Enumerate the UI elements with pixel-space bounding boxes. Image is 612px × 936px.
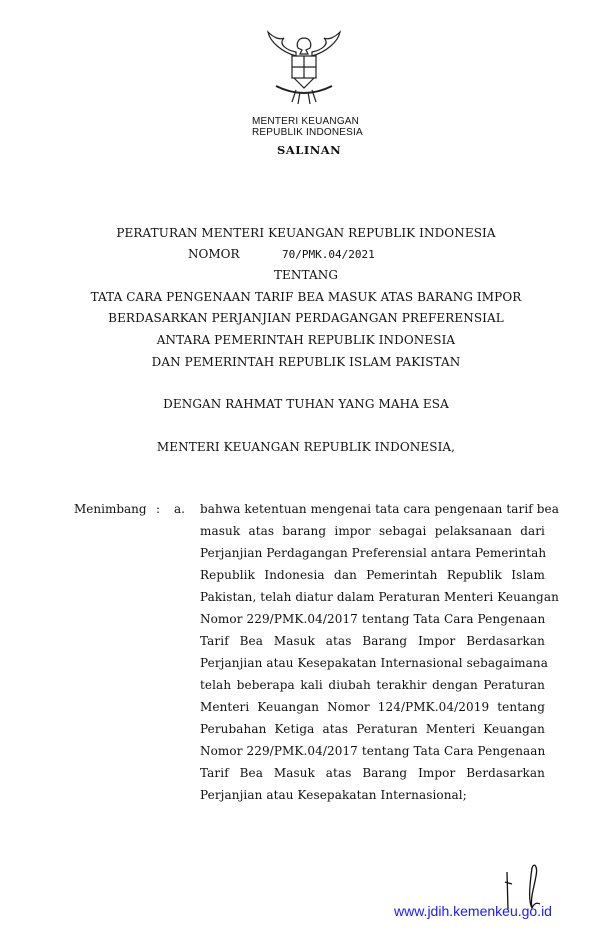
item-letter: a. [174,502,185,516]
republic-name: REPUBLIK INDONESIA [252,127,363,138]
garuda-emblem [262,28,346,108]
body-line: Nomor 229/PMK.04/2017 tentang Tata Cara Pengenaan [200,612,546,626]
subject-line: BERDASARKAN PERJANJIAN PERDAGANGAN PREFERENSIAL [108,311,504,325]
body-line: Menteri Keuangan Nomor 124/PMK.04/2019 tentang [200,700,545,714]
considering-colon: : [156,502,161,516]
body-line: Perjanjian atau Kesepakatan Internasional; [200,788,467,802]
body-line: Republik Indonesia dan Pemerintah Republik Islam [200,568,545,582]
subject-line: ANTARA PEMERINTAH REPUBLIK INDONESIA [156,333,456,347]
number-label: NOMOR [188,247,240,261]
subject-line: DAN PEMERINTAH REPUBLIK ISLAM PAKISTAN [151,355,461,369]
body-line: Tarif Bea Masuk atas Barang Impor Berdasarkan [200,766,545,780]
considering-label: Menimbang [74,502,147,516]
body-line: Nomor 229/PMK.04/2017 tentang Tata Cara Pengenaan [200,744,546,758]
number-value: 70/PMK.04/2021 [282,248,375,261]
body-line: Tarif Bea Masuk atas Barang Impor Berdasarkan [200,634,545,648]
body-line: telah beberapa kali diubah terakhir dengan Peraturan [200,678,545,692]
ministry-name: MENTERI KEUANGAN [252,116,360,127]
jdih-website-link[interactable]: www.jdih.kemenkeu.go.id [394,903,552,919]
body-line: masuk atas barang impor sebagai pelaksanaan dari [200,524,545,538]
subject-line: TATA CARA PENGENAAN TARIF BEA MASUK ATAS BARANG IMPOR [90,290,522,304]
body-line: Perubahan Ketiga atas Peraturan Menteri Keuangan [200,722,545,736]
issuer: MENTERI KEUANGAN REPUBLIK INDONESIA, [156,440,456,454]
body-line: bahwa ketentuan mengenai tata cara pengenaan tarif bea [200,502,559,516]
regulation-title: PERATURAN MENTERI KEUANGAN REPUBLIK INDONESIA [116,226,496,240]
about-label: TENTANG [273,268,339,282]
body-line: Perjanjian atau Kesepakatan Internasional sebagaimana [200,656,548,670]
blessing: DENGAN RAHMAT TUHAN YANG MAHA ESA [163,397,449,411]
body-line: Perjanjian Perdagangan Preferensial antara Pemerintah [200,546,547,560]
body-line: Pakistan, telah diatur dalam Peraturan Menteri Keuangan [200,590,559,604]
salinan-stamp: SALINAN [277,143,342,157]
